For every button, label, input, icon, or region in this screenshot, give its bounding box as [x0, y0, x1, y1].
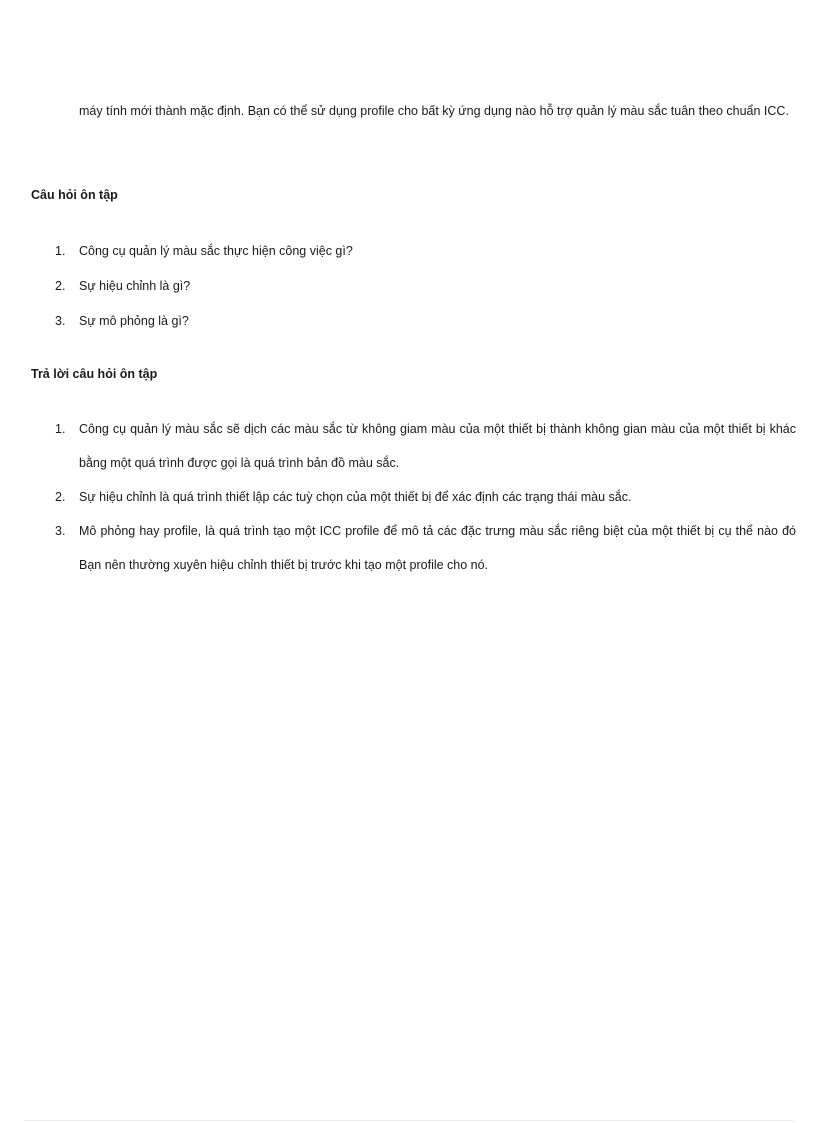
list-item-text: Mô phỏng hay profile, là quá trình tạo một ICC profile để mô tả các đặc trưng màu sắc riêng biệt của một thiết bị cụ thể nào đó Bạn nên thường xuyên hiệu chỉnh thiết bị trước khi tạo một profile cho nó.	[79, 524, 796, 572]
list-item-text: Sự hiệu chỉnh là quá trình thiết lập các tuỳ chọn của một thiết bị để xác định các trạng thái màu sắc.	[79, 490, 632, 504]
page-bottom-divider	[24, 1120, 794, 1121]
list-item	[0, 514, 816, 582]
list-item	[0, 480, 816, 514]
review-questions-heading: Câu hỏi ôn tập	[31, 188, 118, 202]
list-item-text: Công cụ quản lý màu sắc thực hiện công việc gì?	[79, 244, 353, 258]
list-item-text: Công cụ quản lý màu sắc sẽ dịch các màu sắc từ không giam màu của một thiết bị thành không gian màu của một thiết bị khác bằng một quá trình được gọi là quá trình bản đồ màu sắc.	[79, 422, 796, 470]
review-answers-list	[0, 412, 816, 582]
list-item-number: 1.	[55, 422, 66, 436]
review-answers-heading: Trả lời câu hỏi ôn tập	[31, 367, 158, 381]
list-item-number: 1.	[55, 244, 66, 258]
list-item-number: 3.	[55, 524, 66, 538]
list-item	[0, 234, 816, 269]
list-item-text: Sự hiệu chỉnh là gì?	[79, 279, 191, 293]
list-item-number: 2.	[55, 279, 66, 293]
list-item-number: 2.	[55, 490, 66, 504]
list-item-text: Sự mô phỏng là gì?	[79, 314, 189, 328]
list-item-number: 3.	[55, 314, 66, 328]
list-item	[0, 412, 816, 480]
review-questions-list	[0, 234, 816, 339]
list-item	[0, 269, 816, 304]
intro-paragraph: máy tính mới thành mặc định. Bạn có thể sử dụng profile cho bất kỳ ứng dụng nào hỗ trợ quản lý màu sắc tuân theo chuẩn ICC.	[79, 104, 789, 118]
list-item	[0, 304, 816, 339]
